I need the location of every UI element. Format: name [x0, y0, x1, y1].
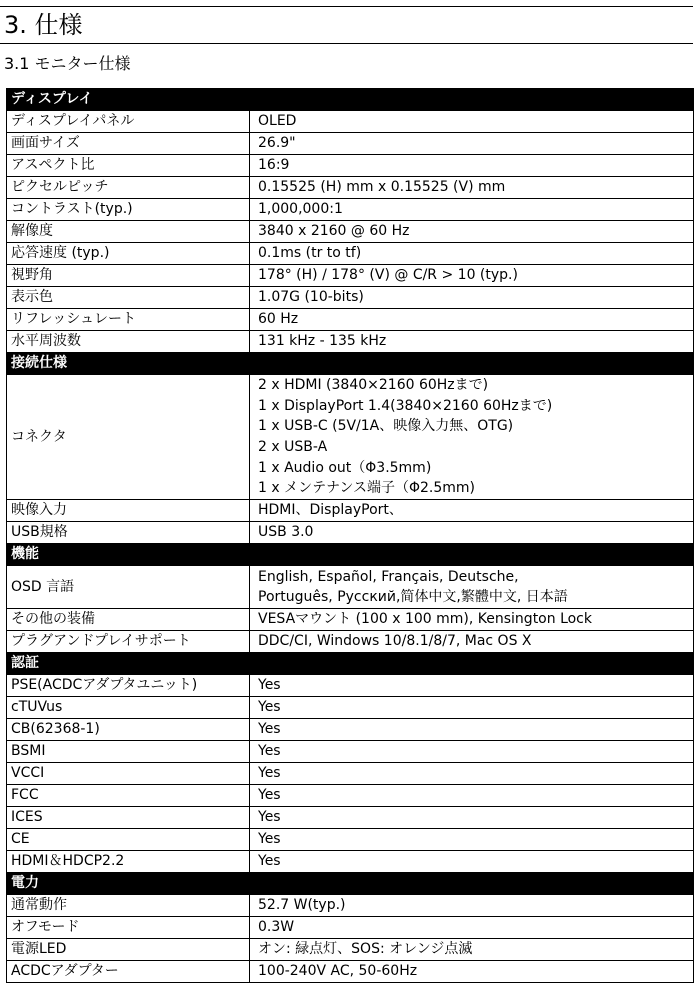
spec-row — [7, 851, 694, 873]
spec-label: その他の装備 — [7, 609, 250, 631]
spec-value: DDC/CI, Windows 10/8.1/8/7, Mac OS X — [250, 631, 694, 653]
spec-label: 視野角 — [7, 265, 250, 287]
spec-label: 電源LED — [7, 939, 250, 961]
spec-label: 映像入力 — [7, 500, 250, 522]
spec-label: コネクタ — [7, 375, 250, 500]
spec-row — [7, 697, 694, 719]
spec-value-line: 2 x HDMI (3840×2160 60Hzまで) — [258, 377, 489, 394]
spec-row — [7, 961, 694, 983]
spec-value: 52.7 W(typ.) — [250, 895, 694, 917]
spec-value: オン: 緑点灯、SOS: オレンジ点滅 — [250, 939, 694, 961]
spec-value: HDMI、DisplayPort、 — [250, 500, 694, 522]
spec-label: CE — [7, 829, 250, 851]
page-title: 3. 仕様 — [4, 11, 83, 39]
spec-label: 通常動作 — [7, 895, 250, 917]
spec-row — [7, 785, 694, 807]
spec-value: Yes — [250, 763, 694, 785]
spec-label: プラグアンドプレイサポート — [7, 631, 250, 653]
section-header: ディスプレイ — [7, 89, 694, 111]
spec-label: CB(62368-1) — [7, 719, 250, 741]
spec-label: HDMI＆HDCP2.2 — [7, 851, 250, 873]
section-heading-block — [0, 6, 693, 44]
spec-row — [7, 917, 694, 939]
spec-value: 1.07G (10-bits) — [250, 287, 694, 309]
spec-label: VCCI — [7, 763, 250, 785]
spec-row — [7, 566, 694, 609]
spec-label: 表示色 — [7, 287, 250, 309]
spec-row — [7, 631, 694, 653]
spec-value-line: 1 x USB-C (5V/1A、映像入力無、OTG) — [258, 418, 514, 435]
spec-value: Yes — [250, 675, 694, 697]
spec-row — [7, 895, 694, 917]
spec-row — [7, 287, 694, 309]
spec-value: Yes — [250, 851, 694, 873]
section-header-row — [7, 353, 694, 375]
spec-value-line: 1 x DisplayPort 1.4(3840×2160 60Hzまで) — [258, 397, 553, 414]
spec-label: cTUVus — [7, 697, 250, 719]
spec-value: Yes — [250, 807, 694, 829]
spec-value-line: Português, Русский,简体中文,繁體中文, 日本語 — [258, 589, 568, 605]
spec-row — [7, 155, 694, 177]
spec-row — [7, 265, 694, 287]
section-header-row — [7, 544, 694, 566]
spec-row — [7, 763, 694, 785]
spec-value: USB 3.0 — [250, 522, 694, 544]
spec-value: VESAマウント (100 x 100 mm), Kensington Lock — [250, 609, 694, 631]
spec-label: 水平周波数 — [7, 331, 250, 353]
spec-value — [250, 566, 694, 609]
section-header-row — [7, 89, 694, 111]
spec-value: 26.9" — [250, 133, 694, 155]
spec-value: 3840 x 2160 @ 60 Hz — [250, 221, 694, 243]
spec-row — [7, 939, 694, 961]
spec-label: ICES — [7, 807, 250, 829]
spec-value: 0.3W — [250, 917, 694, 939]
spec-label: オフモード — [7, 917, 250, 939]
spec-row — [7, 133, 694, 155]
spec-value-line: 1 x メンテナンス端子（Φ2.5mm) — [258, 480, 475, 497]
spec-row — [7, 719, 694, 741]
spec-row — [7, 177, 694, 199]
spec-value: 60 Hz — [250, 309, 694, 331]
spec-label: 応答速度 (typ.) — [7, 243, 250, 265]
spec-label: PSE(ACDCアダプタユニット) — [7, 675, 250, 697]
spec-value: Yes — [250, 741, 694, 763]
section-header: 電力 — [7, 873, 694, 895]
spec-value: Yes — [250, 719, 694, 741]
spec-value: 100-240V AC, 50-60Hz — [250, 961, 694, 983]
section-header-row — [7, 653, 694, 675]
spec-table-body — [7, 89, 694, 983]
spec-label: ディスプレイパネル — [7, 111, 250, 133]
spec-row — [7, 675, 694, 697]
spec-row — [7, 221, 694, 243]
spec-label: ACDCアダプター — [7, 961, 250, 983]
section-header: 機能 — [7, 544, 694, 566]
spec-value: 178° (H) / 178° (V) @ C/R > 10 (typ.) — [250, 265, 694, 287]
spec-label: BSMI — [7, 741, 250, 763]
spec-value: Yes — [250, 829, 694, 851]
spec-value: 0.15525 (H) mm x 0.15525 (V) mm — [250, 177, 694, 199]
spec-value-line: 2 x USB-A — [258, 439, 328, 455]
spec-value — [250, 375, 694, 500]
spec-value: 16:9 — [250, 155, 694, 177]
spec-table — [6, 88, 694, 983]
spec-label: FCC — [7, 785, 250, 807]
section-header: 認証 — [7, 653, 694, 675]
spec-value: Yes — [250, 785, 694, 807]
spec-row — [7, 331, 694, 353]
spec-label: 解像度 — [7, 221, 250, 243]
spec-row — [7, 199, 694, 221]
spec-row — [7, 309, 694, 331]
spec-row — [7, 522, 694, 544]
spec-label: ピクセルピッチ — [7, 177, 250, 199]
spec-label: コントラスト(typ.) — [7, 199, 250, 221]
spec-row — [7, 741, 694, 763]
spec-value: OLED — [250, 111, 694, 133]
spec-value: 1,000,000:1 — [250, 199, 694, 221]
spec-row — [7, 829, 694, 851]
section-header-row — [7, 873, 694, 895]
spec-value-line: English, Español, Français, Deutsche, — [258, 569, 519, 585]
spec-label: 画面サイズ — [7, 133, 250, 155]
spec-value: 131 kHz - 135 kHz — [250, 331, 694, 353]
section-header: 接続仕様 — [7, 353, 694, 375]
spec-row — [7, 807, 694, 829]
subsection-title: 3.1 モニター仕様 — [4, 54, 131, 73]
spec-row — [7, 375, 694, 500]
spec-value: Yes — [250, 697, 694, 719]
spec-value: 0.1ms (tr to tf) — [250, 243, 694, 265]
spec-value-line: 1 x Audio out（Φ3.5mm) — [258, 459, 432, 476]
spec-row — [7, 609, 694, 631]
spec-row — [7, 500, 694, 522]
spec-row — [7, 111, 694, 133]
spec-row — [7, 243, 694, 265]
spec-label: USB規格 — [7, 522, 250, 544]
spec-label: アスペクト比 — [7, 155, 250, 177]
spec-label: OSD 言語 — [7, 566, 250, 609]
spec-label: リフレッシュレート — [7, 309, 250, 331]
